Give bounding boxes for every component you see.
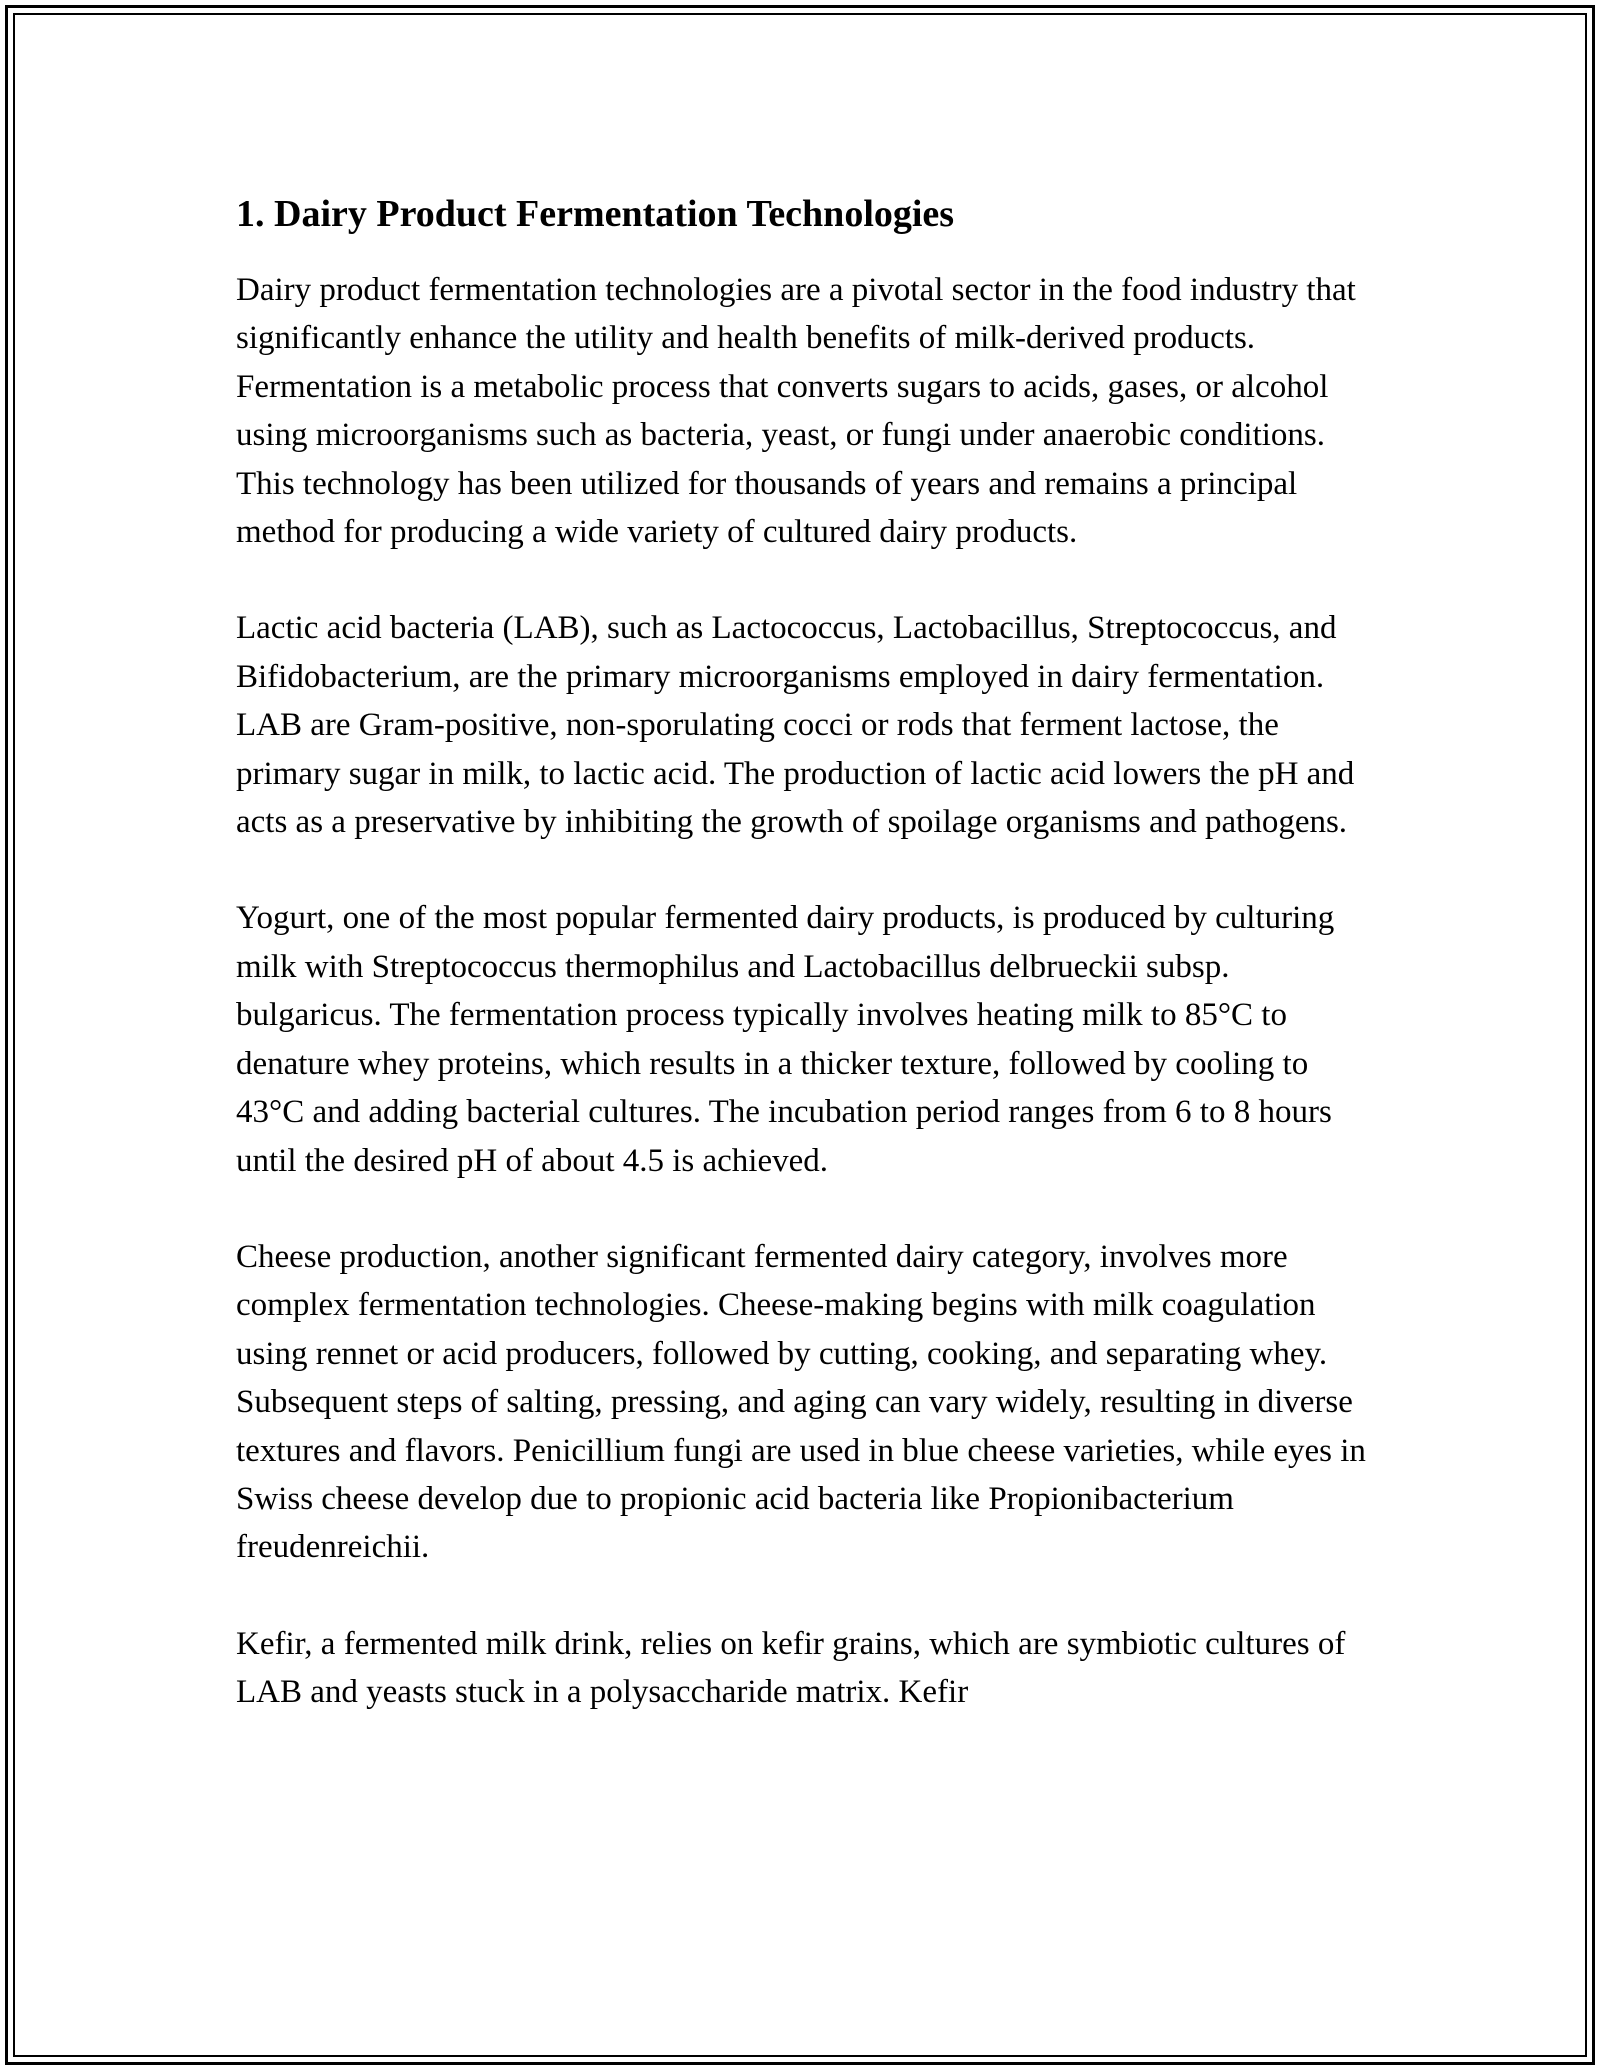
document-body xyxy=(236,184,1376,1765)
paragraph-lactic-acid-bacteria: Lactic acid bacteria (LAB), such as Lactococcus, Lactobacillus, Streptococcus, and Bifidobacterium, are the primary microorganisms employed in dairy fermentation. LAB are Gram-positive, non-sporulating cocci or rods that ferment lactose, the primary sugar in milk, to lactic acid. The production of lactic acid lowers the pH and acts as a preservative by inhibiting the growth of spoilage organisms and pathogens. xyxy=(236,610,1355,841)
paragraph-yogurt: Yogurt, one of the most popular fermented dairy products, is produced by culturing milk with Streptococcus thermophilus and Lactobacillus delbrueckii subsp. bulgaricus. The fermentation process typically involves heating milk to 85°C to denature whey proteins, which results in a thicker texture, followed by cooling to 43°C and adding bacterial cultures. The incubation period ranges from 6 to 8 hours until the desired pH of about 4.5 is achieved. xyxy=(236,900,1335,1179)
section-heading: 1. Dairy Product Fermentation Technologies xyxy=(236,193,955,235)
paragraph-cheese: Cheese production, another significant fermented dairy category, involves more complex fermentation technologies. Cheese-making begins with milk coagulation using rennet or acid producers, followed by cutting, cooking, and separating whey. Subsequent steps of salting, pressing, and aging can vary widely, resulting in diverse textures and flavors. Penicillium fungi are used in blue cheese varieties, while eyes in Swiss cheese develop due to propionic acid bacteria like Propionibacterium freudenreichii. xyxy=(236,1238,1366,1566)
paragraph-kefir: Kefir, a fermented milk drink, relies on kefir grains, which are symbiotic cultures of LAB and yeasts stuck in a polysaccharide matrix. Kefir xyxy=(236,1625,1346,1711)
paragraph-intro: Dairy product fermentation technologies are a pivotal sector in the food industry that significantly enhance the utility and health benefits of milk-derived products. Fermentation is a metabolic process that converts sugars to acids, gases, or alcohol using microorganisms such as bacteria, yeast, or fungi under anaerobic conditions. This technology has been utilized for thousands of years and remains a principal method for producing a wide variety of cultured dairy products. xyxy=(236,272,1356,551)
